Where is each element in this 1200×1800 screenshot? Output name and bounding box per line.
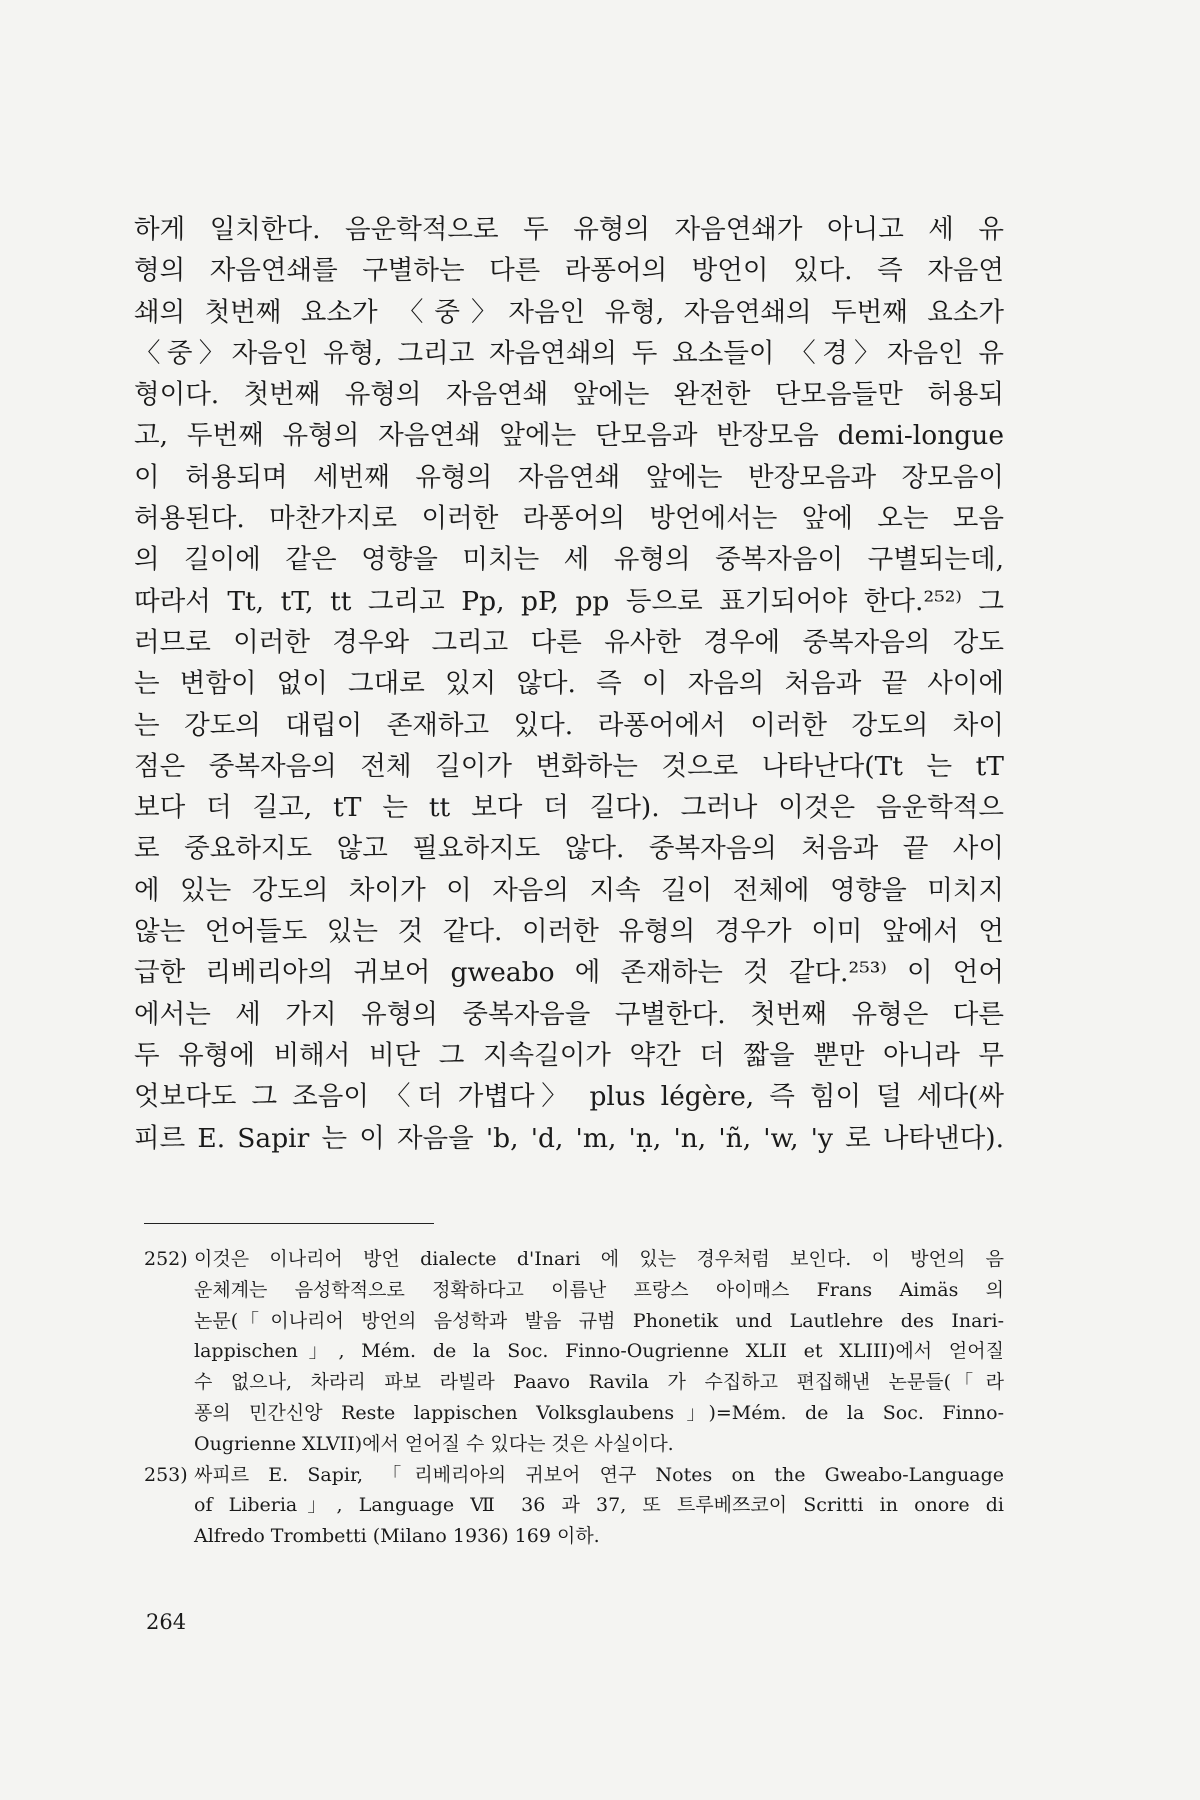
text-line: 는 변함이 없이 그대로 있지 않다. 즉 이 자음의 처음과 끝 사이에 xyxy=(134,668,1004,700)
text-line: 보다 더 길고, tT 는 tt 보다 더 길다). 그러나 이것은 음운학적으 xyxy=(134,792,1004,824)
text-line: 로 중요하지도 않고 필요하지도 않다. 중복자음의 처음과 끝 사이 xyxy=(134,833,1004,865)
text-line: 않는 언어들도 있는 것 같다. 이러한 유형의 경우가 이미 앞에서 언 xyxy=(134,916,1004,948)
text-line: 쇄의 첫번째 요소가 〈중〉자음인 유형, 자음연쇄의 두번째 요소가 xyxy=(134,296,1004,328)
text-line: 점은 중복자음의 전체 길이가 변화하는 것으로 나타난다(Tt 는 tT xyxy=(134,750,1004,782)
body-text xyxy=(134,209,1004,1159)
text-line: 형의 자음연쇄를 구별하는 다른 라퐁어의 방언이 있다. 즉 자음연 xyxy=(134,255,1004,287)
footnote-line: Ougrienne XLVII)에서 얻어질 수 있다는 것은 사실이다. xyxy=(194,1432,674,1455)
footnote-line: 수 없으나, 차라리 파보 라빌라 Paavo Ravila 가 수집하고 편집해낸 논문들(「라 xyxy=(194,1371,1004,1394)
footnote-253 xyxy=(144,1460,1004,1552)
text-line: 〈중〉자음인 유형, 그리고 자음연쇄의 두 요소들이 〈경〉자음인 유 xyxy=(134,337,1004,369)
text-line: 이 허용되며 세번째 유형의 자음연쇄 앞에는 반장모음과 장모음이 xyxy=(134,461,1004,493)
text-line: 하게 일치한다. 음운학적으로 두 유형의 자음연쇄가 아니고 세 유 xyxy=(134,214,1004,245)
text-line: 허용된다. 마찬가지로 이러한 라퐁어의 방언에서는 앞에 오는 모음 xyxy=(134,503,1004,535)
text-line: 에서는 세 가지 유형의 중복자음을 구별한다. 첫번째 유형은 다른 xyxy=(134,998,1004,1030)
footnote-line: 싸피르 E. Sapir, 「리베리아의 귀보어 연구 Notes on the Gweabo-Language xyxy=(194,1463,1004,1486)
footnote-line: 퐁의 민간신앙 Reste lappischen Volksglaubens」)=Mém. de la Soc. Finno- xyxy=(194,1401,1004,1424)
text-line: 따라서 Tt, tT, tt 그리고 Pp, pP, pp 등으로 표기되어야 한다.²⁵²⁾ 그 xyxy=(134,585,1004,617)
footnote-line: Alfredo Trombetti (Milano 1936) 169 이하. xyxy=(194,1525,600,1548)
text-line: 두 유형에 비해서 비단 그 지속길이가 약간 더 짧을 뿐만 아니라 무 xyxy=(134,1039,1004,1071)
footnote-line: lappischen」, Mém. de la Soc. Finno-Ougrienne XLII et XLIII)에서 얻어질 xyxy=(194,1340,1004,1363)
text-line: 엇보다도 그 조음이 〈더 가볍다〉 plus légère, 즉 힘이 덜 세다(싸 xyxy=(134,1081,1004,1113)
footnote-number: 252) xyxy=(144,1248,188,1270)
footnote-line: 논문(「이나리어 방언의 음성학과 발음 규범 Phonetik und Lautlehre des Inari- xyxy=(194,1309,1004,1332)
text-line: 는 강도의 대립이 존재하고 있다. 라퐁어에서 이러한 강도의 차이 xyxy=(134,709,1004,741)
footnote-divider xyxy=(144,1223,434,1224)
text-line: 러므로 이러한 경우와 그리고 다른 유사한 경우에 중복자음의 강도 xyxy=(134,626,1004,658)
footnote-line: 운체계는 음성학적으로 정확하다고 이름난 프랑스 아이매스 Frans Aimäs 의 xyxy=(194,1278,1004,1301)
footnote-252 xyxy=(144,1244,1004,1460)
text-line: 에 있는 강도의 차이가 이 자음의 지속 길이 전체에 영향을 미치지 xyxy=(134,874,1004,906)
footnote-body xyxy=(194,1244,1004,1460)
page-number: 264 xyxy=(146,1610,187,1634)
text-line: 형이다. 첫번째 유형의 자음연쇄 앞에는 완전한 단모음들만 허용되 xyxy=(134,379,1004,411)
text-line: 고, 두번째 유형의 자음연쇄 앞에는 단모음과 반장모음 demi-longue xyxy=(134,420,1004,452)
text-line: 피르 E. Sapir 는 이 자음을 'b, 'd, 'm, 'ṇ, 'n, 'ñ, 'w, 'y 로 나타낸다). xyxy=(134,1122,1004,1154)
footnote-line: of Liberia」, Language Ⅶ 36 과 37, 또 트루베쯔코이 Scritti in onore di xyxy=(194,1494,1004,1517)
footnote-line: 이것은 이나리어 방언 dialecte d'Inari 에 있는 경우처럼 보인다. 이 방언의 음 xyxy=(194,1248,1004,1270)
footnotes xyxy=(144,1244,1004,1552)
text-line: 급한 리베리아의 귀보어 gweabo 에 존재하는 것 같다.²⁵³⁾ 이 언어 xyxy=(134,957,1004,989)
text-line: 의 길이에 같은 영향을 미치는 세 유형의 중복자음이 구별되는데, xyxy=(134,544,1004,576)
footnote-body xyxy=(194,1460,1004,1552)
footnote-number: 253) xyxy=(144,1463,188,1486)
